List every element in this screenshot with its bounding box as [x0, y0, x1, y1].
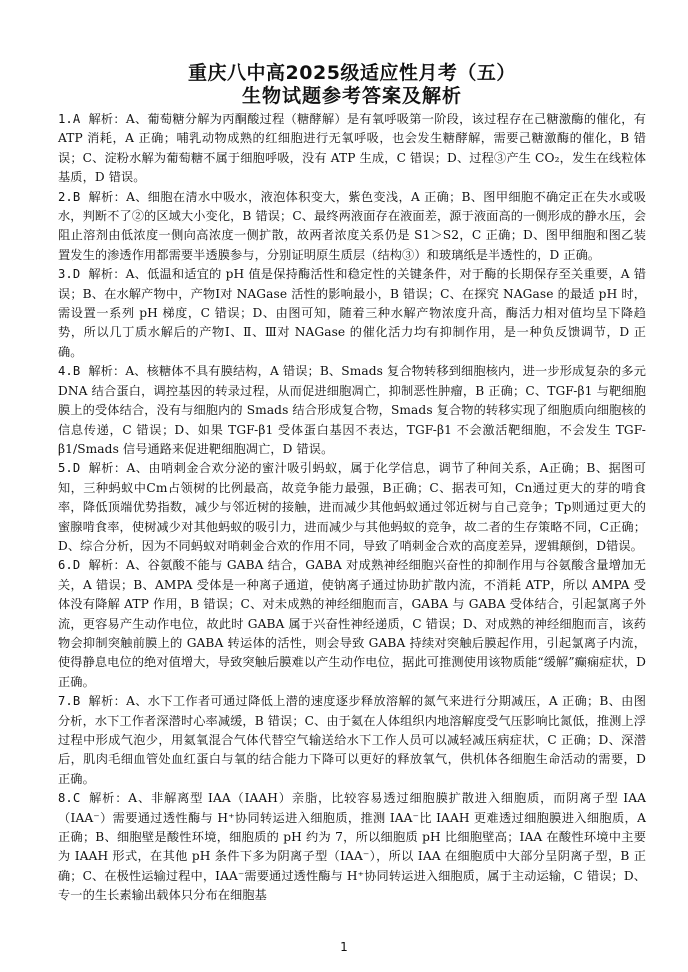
answer-number: 3.D — [58, 267, 81, 282]
answer-list — [58, 110, 646, 906]
answer-explanation: 解析：A、细胞在清水中吸水，液泡体积变大，紫色变浅，A 正确；B、图甲细胞不确定正在失水或吸水，判断不了②的区域大小变化，B 错误；C、最终两液面存在液面差，源于液面高的一侧形成的静水压，会阻止溶剂由低浓度一侧向高浓度一侧扩散，故两者浓度关系仍是 S1＞S2，C 正确；D、图甲细胞和图乙装置发生的渗透作用都需要半透膜参与，分别证明原生质层（结构③）和玻璃纸是半透性的，D 正确。 — [58, 189, 646, 262]
answer-item — [58, 692, 646, 789]
page-number: 1 — [340, 940, 348, 954]
answer-item — [58, 265, 646, 362]
answer-number: 1.A — [58, 112, 81, 126]
answer-item — [58, 110, 646, 188]
document-title: 重庆八中高2025级适应性月考（五） — [188, 62, 516, 84]
answer-item — [58, 362, 646, 459]
answer-number: 4.B — [58, 364, 81, 379]
answer-item — [58, 459, 646, 556]
answer-explanation: 解析：A、谷氨酸不能与 GABA 结合，GABA 对成熟神经细胞兴奋性的抑制作用与谷氨酸含量增加无关，A 错误；B、AMPA 受体是一种离子通道，使钠离子通过协助扩散内流，不消耗 ATP，所以 AMPA 受体没有降解 ATP 作用，B 错误；C、对未成熟的神经细胞而言，GABA 与 GABA 受体结合，引起氯离子外流，更容易产生动作电位，故此时 GABA 属于兴奋性神经递质，C 错误；D、对成熟的神经细胞而言，该药物会抑制突触前膜上的 GABA 转运体的活性，则会导致 GABA 持续对突触后膜起作用，引起氯离子内流，使得静息电位的绝对值增大，导致突触后膜难以产生动作电位，据此可推测使用该物质能“缓解”癫痫症状，D 正确。 — [58, 558, 646, 689]
answer-item — [58, 789, 646, 905]
answer-number: 7.B — [58, 694, 81, 709]
answer-explanation: 解析：A、葡萄糖分解为丙酮酸过程（糖酵解）是有氧呼吸第一阶段，该过程存在己糖激酶的催化，有 ATP 消耗，A 正确；哺乳动物成熟的红细胞进行无氧呼吸，也会发生糖酵解，需要己糖激酶的催化，B 错误；C、淀粉水解为葡萄糖不属于细胞呼吸，没有 ATP 生成，C 错误；D、过程③产生 CO₂，发生在线粒体基质，D 错误。 — [58, 112, 646, 185]
answer-number: 2.B — [58, 189, 81, 204]
answer-explanation: 解析：A、由哨刺金合欢分泌的蜜汁吸引蚂蚁，属于化学信息，调节了种间关系，A正确；B、据图可知，三种蚂蚁中Cm占领树的比例最高，故竞争能力最强，B正确；C、据表可知，Cn通过更大的芽的啃食率，降低顶端优势指数，减少与邻近树的接触，进而减少其他蚂蚁通过邻近树与自己竞争；Tp则通过更大的蜜腺啃食率，使树减少对其他蚂蚁的吸引力，进而减少与其他蚂蚁的竞争，故二者的生存策略不同，C正确；D、综合分析，因为不同蚂蚁对哨刺金合欢的作用不同，导致了哨刺金合欢的高度差异，逻辑颠倒，D错误。 — [58, 461, 646, 553]
answer-number: 8.C — [58, 791, 81, 806]
answer-explanation: 解析：A、水下工作者可通过降低上潜的速度逐步释放溶解的氮气来进行分期减压，A 正确；B、由图分析，水下工作者深潜时心率减缓，B 错误；C、由于氦在人体组织内地溶解度受气压影响比氮低，推测上浮过程中形成气泡少，用氦氧混合气体代替空气输送给水下工作人员可以减轻减压病症状，C 正确；D、深潜后，肌肉毛细血管处血红蛋白与氧的结合能力下降可以更好的释放氧气，供机体各细胞生命活动的需要，D 正确。 — [58, 694, 646, 786]
answer-item — [58, 188, 646, 266]
document-subtitle: 生物试题参考答案及解析 — [241, 85, 462, 107]
document-page — [58, 62, 646, 906]
answer-item — [58, 556, 646, 692]
answer-explanation: 解析：A、非解离型 IAA（IAAH）亲脂，比较容易透过细胞膜扩散进入细胞质，而阴离子型 IAA（IAA⁻）需要通过透性酶与 H⁺协同转运进入细胞质，推测 IAA⁻比 IAAH 更难透过细胞膜进入细胞质，A 正确；B、细胞壁是酸性环境，细胞质的 pH 约为 7，所以细胞质 pH 比细胞壁高；IAA 在酸性环境中主要为 IAAH 形式，在其他 pH 条件下多为阴离子型（IAA⁻），所以 IAA 在细胞质中大部分呈阴离子型，B 正确；C、在极性运输过程中，IAA⁻需要通过透性酶与 H⁺协同转运进入细胞质，属于主动运输，C 错误；D、专一的生长素输出载体只分布在细胞基 — [58, 791, 646, 903]
answer-number: 6.D — [58, 558, 81, 573]
answer-number: 5.D — [58, 461, 81, 476]
answer-explanation: 解析：A、核糖体不具有膜结构，A 错误；B、Smads 复合物转移到细胞核内，进一步形成复杂的多元 DNA 结合蛋白，调控基因的转录过程，从而促进细胞凋亡，抑制恶性肿瘤，B 正确；C、TGF-β1 与靶细胞膜上的受体结合，没有与细胞内的 Smads 结合形成复合物，Smads 复合物的转移实现了细胞质向细胞核的信息传递，C 错误；D、如果 TGF-β1 受体蛋白基因不表达，TGF-β1 不会激活靶细胞，不会发生 TGF-β1/Smads 信号通路来促进靶细胞凋亡，D 错误。 — [58, 364, 646, 456]
answer-explanation: 解析：A、低温和适宜的 pH 值是保持酶活性和稳定性的关键条件，对于酶的长期保存至关重要，A 错误；B、在水解产物中，产物Ⅰ对 NAGase 活性的影响最小，B 错误；C、在探究 NAGase 的最适 pH 时，需设置一系列 pH 梯度，C 错误；D、由图可知，随着三种水解产物浓度升高，酶活力相对值均呈下降趋势，所以几丁质水解后的产物Ⅰ、Ⅱ、Ⅲ对 NAGase 的催化活力均有抑制作用，是一种负反馈调节，D 正确。 — [58, 267, 646, 359]
